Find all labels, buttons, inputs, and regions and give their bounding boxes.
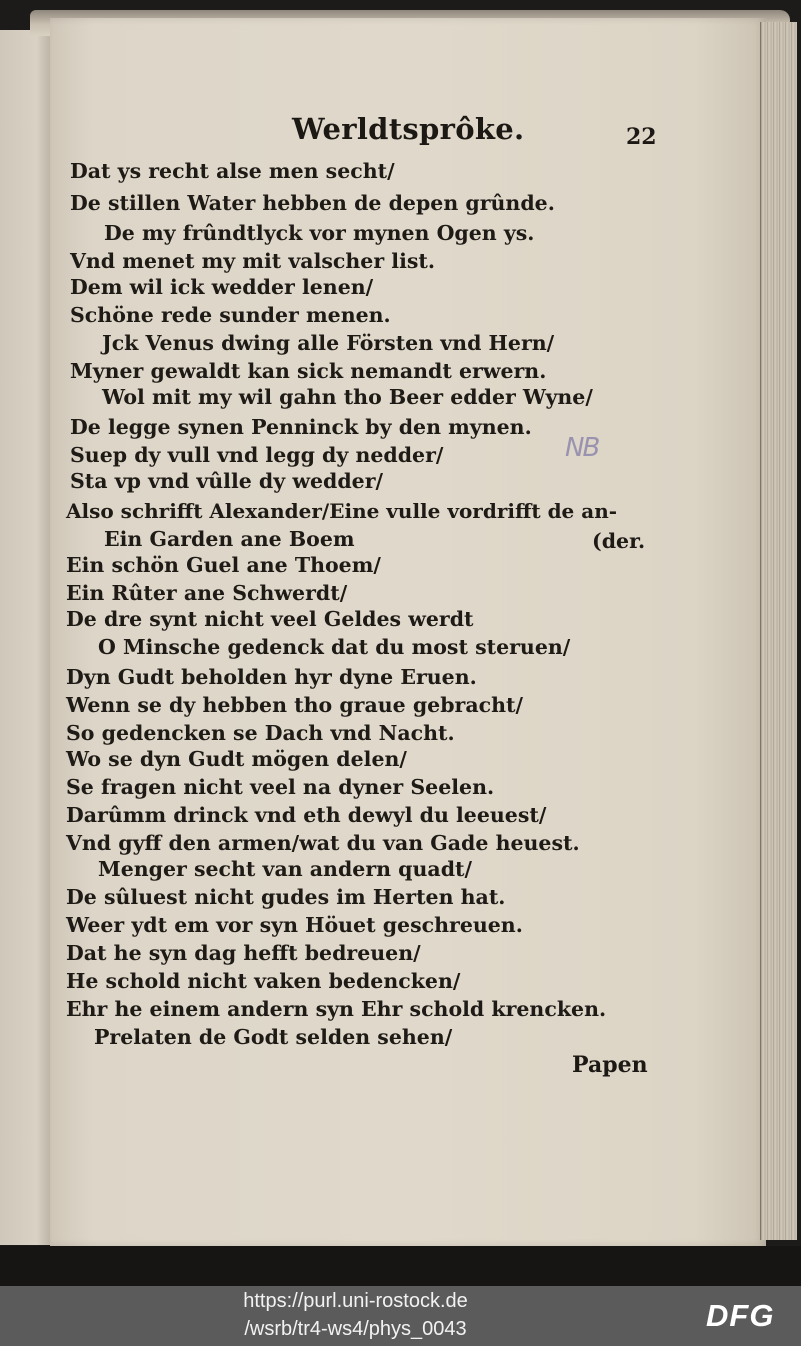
- text-line: O Minsche gedenck dat du most steruen/: [98, 635, 571, 659]
- text-line: Menger secht van andern quadt/: [98, 857, 472, 881]
- text-line: Dem wil ick wedder lenen/: [70, 275, 374, 299]
- text-line: De sûluest nicht gudes im Herten hat.: [66, 885, 506, 909]
- text-line: Myner gewaldt kan sick nemandt erwern.: [70, 359, 547, 383]
- permalink-line-1[interactable]: https://purl.uni-rostock.de: [243, 1290, 468, 1312]
- text-line: Suep dy vull vnd legg dy nedder/: [70, 443, 444, 467]
- handwritten-margin-note: NB: [565, 433, 599, 463]
- text-line: De legge synen Penninck by den mynen.: [70, 415, 532, 439]
- dfg-logo: DFG: [706, 1298, 775, 1333]
- catchword: Papen: [572, 1052, 648, 1078]
- text-line: Se fragen nicht veel na dyner Seelen.: [66, 775, 495, 799]
- text-line: Sta vp vnd vûlle dy wedder/: [70, 469, 384, 493]
- text-line: Dyn Gudt beholden hyr dyne Eruen.: [66, 665, 477, 689]
- text-line: Ehr he einem andern syn Ehr schold krencken.: [66, 997, 607, 1021]
- text-line: Schöne rede sunder menen.: [70, 303, 391, 327]
- text-line: Wol mit my wil gahn tho Beer edder Wyne/: [102, 385, 593, 409]
- running-headline: Werldtsprôke.: [292, 112, 525, 146]
- text-line: De stillen Water hebben de depen grûnde.: [70, 191, 555, 215]
- text-line: Vnd menet my mit valscher list.: [70, 249, 436, 273]
- text-line: Vnd gyff den armen/wat du van Gade heuest.: [66, 831, 580, 855]
- text-line: Jck Venus dwing alle Försten vnd Hern/: [102, 331, 555, 355]
- book-fore-edge: [760, 22, 797, 1240]
- permalink-line-2[interactable]: /wsrb/tr4-ws4/phys_0043: [244, 1318, 467, 1340]
- text-line: Ein Rûter ane Schwerdt/: [66, 581, 348, 605]
- text-line: He schold nicht vaken bedencken/: [66, 969, 461, 993]
- text-line: Prelaten de Godt selden sehen/: [94, 1025, 453, 1049]
- page-number: 22: [626, 124, 657, 150]
- scan-background: [0, 1246, 801, 1286]
- text-line: Dat ys recht alse men secht/: [70, 159, 395, 183]
- text-line: Weer ydt em vor syn Höuet geschreuen.: [66, 913, 523, 937]
- text-line: Darûmm drinck vnd eth dewyl du leeuest/: [66, 803, 547, 827]
- text-line: De dre synt nicht veel Geldes werdt: [66, 607, 474, 631]
- text-line: Also schrifft Alexander/Eine vulle vordrifft de an-: [66, 499, 618, 523]
- text-line: Ein schön Guel ane Thoem/: [66, 553, 381, 577]
- text-line: Wo se dyn Gudt mögen delen/: [66, 747, 407, 771]
- text-line-turnover: (der.: [592, 529, 646, 553]
- text-line: Ein Garden ane Boem: [104, 527, 355, 551]
- text-line: So gedencken se Dach vnd Nacht.: [66, 721, 455, 745]
- facing-page-edge: [0, 30, 53, 1245]
- text-line: Wenn se dy hebben tho graue gebracht/: [66, 693, 523, 717]
- text-line: Dat he syn dag hefft bedreuen/: [66, 941, 421, 965]
- text-line: De my frûndtlyck vor mynen Ogen ys.: [104, 221, 535, 245]
